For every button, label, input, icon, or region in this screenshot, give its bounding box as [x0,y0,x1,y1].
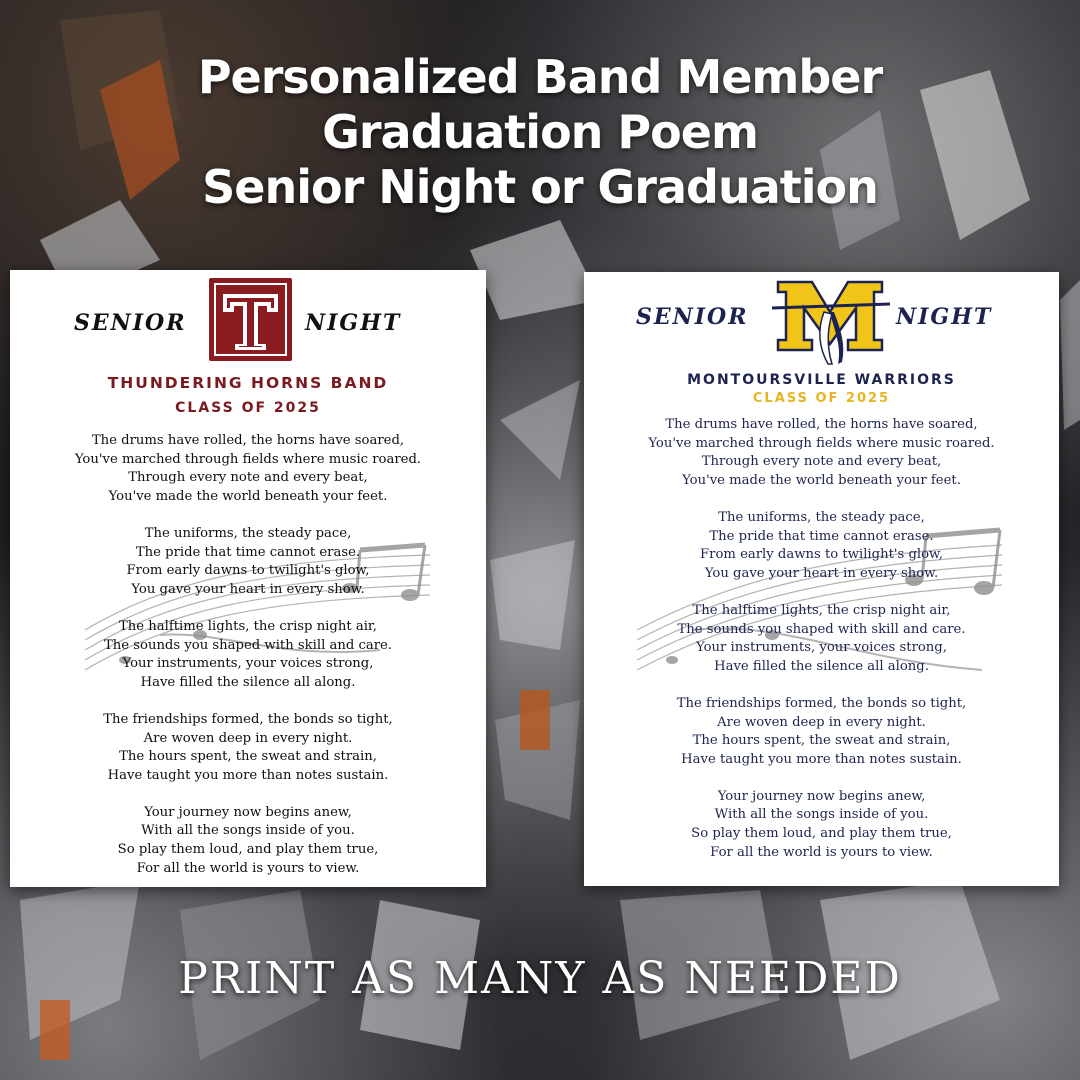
poem-line: Through every note and every beat, [701,454,942,470]
stanza [10,618,486,692]
poem-line: You've made the world beneath your feet. [682,472,961,488]
senior-label: SENIOR [74,310,187,336]
print-as-many-banner: PRINT AS MANY AS NEEDED [178,953,902,1004]
night-label: NIGHT [305,310,402,336]
poem-line: Your journey now begins anew, [717,788,926,804]
poem-line: The hours spent, the sweat and strain, [119,749,377,765]
stanza [10,525,486,599]
poem-line: The halftime lights, the crisp night air, [119,618,377,634]
headline-line-3: Senior Night or Graduation [202,160,878,214]
stanza [584,602,1059,676]
senior-label: SENIOR [636,304,749,330]
stanza [584,788,1059,862]
poem-line: For all the world is yours to view. [710,844,933,860]
headline-line-1: Personalized Band Member [197,50,883,104]
poem-line: Have filled the silence all along. [140,674,356,690]
poem-line: From early dawns to twilight's glow, [700,547,943,563]
poem-card-montoursville [584,272,1059,886]
poem-line: The friendships formed, the bonds so tight, [676,695,967,711]
poem-line: The uniforms, the steady pace, [718,509,925,525]
poem-line: Your instruments, your voices strong, [696,640,947,656]
m-warrior-logo-icon [772,278,892,366]
poem-line: You gave your heart in every show. [704,565,939,581]
poem-line: So play them loud, and play them true, [117,842,379,858]
poem-line: You've marched through fields where music roared. [648,435,995,451]
stanza [584,509,1059,583]
poem-line: The sounds you shaped with skill and care. [103,637,393,653]
poem-line: With all the songs inside of you. [141,823,355,839]
poem-line: Are woven deep in every night. [717,714,926,730]
poem-line: The friendships formed, the bonds so tight, [103,711,393,727]
stanza [584,416,1059,490]
poem-line: The halftime lights, the crisp night air, [692,602,951,618]
poem-line: Your journey now begins anew, [144,804,352,820]
stanza [10,804,486,878]
headline-line-2: Graduation Poem [322,105,758,159]
poem-line: You've made the world beneath your feet. [108,488,388,504]
poem-text [10,432,486,887]
poem-line: The drums have rolled, the horns have soared, [665,417,978,432]
poem-line: For all the world is yours to view. [136,860,360,876]
poem-line: Through every note and every beat, [128,470,368,486]
poem-line: The hours spent, the sweat and strain, [692,733,951,749]
stanza [584,695,1059,769]
t-letter-icon [209,278,292,361]
poem-line: Have taught you more than notes sustain. [681,751,962,767]
class-year: CLASS OF 2025 [175,400,321,416]
poem-line: The drums have rolled, the horns have soared, [91,433,405,448]
headline [0,50,1080,215]
poem-line: So play them loud, and play them true, [691,826,952,842]
poem-line: With all the songs inside of you. [714,807,929,823]
poem-line: Have taught you more than notes sustain. [107,767,389,783]
poem-line: From early dawns to twilight's glow, [126,563,370,579]
poem-line: Your instruments, your voices strong, [122,656,374,672]
poem-card-thundering-horns [10,270,486,887]
poem-line: The uniforms, the steady pace, [144,525,352,541]
poem-line: You gave your heart in every show. [131,581,365,597]
band-name: THUNDERING HORNS BAND [107,374,389,392]
class-year: CLASS OF 2025 [752,391,891,406]
band-name: MONTOURSVILLE WARRIORS [687,372,956,388]
stanza [10,432,486,506]
night-label: NIGHT [896,304,993,330]
poem-line: The pride that time cannot erase. [135,544,361,560]
poem-line: You've marched through fields where music roared. [74,451,422,467]
poem-line: Have filled the silence all along. [714,658,929,674]
poem-text [584,416,1059,881]
t-logo [209,278,292,361]
poem-line: The pride that time cannot erase. [709,528,934,544]
stanza [10,711,486,785]
poem-line: Are woven deep in every night. [143,730,353,746]
poem-line: The sounds you shaped with skill and care. [677,621,966,637]
